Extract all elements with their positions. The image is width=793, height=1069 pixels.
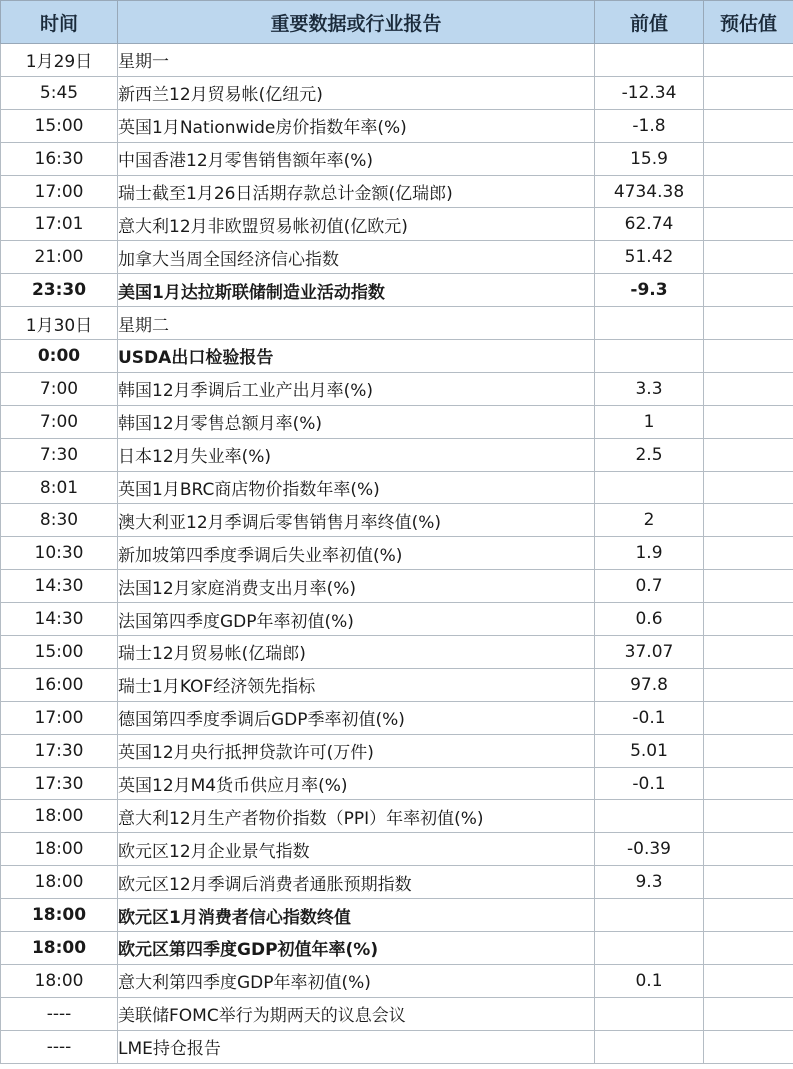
row-event: 英国12月央行抵押贷款许可(万件) xyxy=(118,734,595,767)
row-previous: 1 xyxy=(595,405,704,438)
table-row xyxy=(1,76,793,109)
row-time: 8:01 xyxy=(1,471,118,504)
row-previous xyxy=(595,307,704,340)
row-event: 欧元区12月企业景气指数 xyxy=(118,833,595,866)
row-previous xyxy=(595,471,704,504)
row-event: 英国12月M4货币供应月率(%) xyxy=(118,767,595,800)
row-time: 10:30 xyxy=(1,537,118,570)
header-event: 重要数据或行业报告 xyxy=(118,1,595,44)
row-event: 欧元区第四季度GDP初值年率(%) xyxy=(118,932,595,965)
row-event: 意大利12月非欧盟贸易帐初值(亿欧元) xyxy=(118,208,595,241)
header-row xyxy=(1,1,793,44)
table-row xyxy=(1,208,793,241)
table-row xyxy=(1,767,793,800)
table-row xyxy=(1,800,793,833)
row-time: 18:00 xyxy=(1,932,118,965)
row-previous: -1.8 xyxy=(595,109,704,142)
row-event: 英国1月BRC商店物价指数年率(%) xyxy=(118,471,595,504)
row-time: 16:00 xyxy=(1,668,118,701)
row-time: 17:00 xyxy=(1,701,118,734)
row-time: ---- xyxy=(1,997,118,1030)
row-time: 18:00 xyxy=(1,800,118,833)
row-previous: -12.34 xyxy=(595,76,704,109)
row-time: ---- xyxy=(1,1030,118,1063)
row-event: 英国1月Nationwide房价指数年率(%) xyxy=(118,109,595,142)
row-time: 18:00 xyxy=(1,899,118,932)
row-event: 瑞士12月贸易帐(亿瑞郎) xyxy=(118,636,595,669)
row-time: 15:00 xyxy=(1,636,118,669)
row-event: 意大利12月生产者物价指数（PPI）年率初值(%) xyxy=(118,800,595,833)
table-row xyxy=(1,537,793,570)
row-previous: 9.3 xyxy=(595,866,704,899)
row-event: 中国香港12月零售销售额年率(%) xyxy=(118,142,595,175)
row-previous xyxy=(595,800,704,833)
row-event: 澳大利亚12月季调后零售销售月率终值(%) xyxy=(118,504,595,537)
row-previous: 0.7 xyxy=(595,570,704,603)
row-event: 欧元区12月季调后消费者通胀预期指数 xyxy=(118,866,595,899)
row-event: 法国第四季度GDP年率初值(%) xyxy=(118,603,595,636)
table-row xyxy=(1,471,793,504)
table-row xyxy=(1,241,793,274)
row-previous xyxy=(595,1030,704,1063)
table-row xyxy=(1,109,793,142)
row-previous: 2.5 xyxy=(595,438,704,471)
header-forecast: 预估值 xyxy=(704,1,793,44)
row-time: 16:30 xyxy=(1,142,118,175)
table-row xyxy=(1,44,793,77)
row-event: 新西兰12月贸易帐(亿纽元) xyxy=(118,76,595,109)
table-row xyxy=(1,734,793,767)
row-previous: 0.6 xyxy=(595,603,704,636)
table-row xyxy=(1,142,793,175)
row-time: 1月30日 xyxy=(1,307,118,340)
row-time: 17:30 xyxy=(1,767,118,800)
row-forecast xyxy=(704,405,793,438)
table-row xyxy=(1,274,793,307)
row-previous: 0.1 xyxy=(595,964,704,997)
row-forecast xyxy=(704,307,793,340)
table-body xyxy=(1,44,793,1064)
row-previous xyxy=(595,932,704,965)
table-row xyxy=(1,570,793,603)
row-time: 7:30 xyxy=(1,438,118,471)
row-previous: 1.9 xyxy=(595,537,704,570)
row-time: 17:30 xyxy=(1,734,118,767)
row-event: USDA出口检验报告 xyxy=(118,340,595,373)
row-time: 0:00 xyxy=(1,340,118,373)
row-forecast xyxy=(704,767,793,800)
table-row xyxy=(1,701,793,734)
row-previous: -0.39 xyxy=(595,833,704,866)
row-event: 韩国12月零售总额月率(%) xyxy=(118,405,595,438)
table-row xyxy=(1,504,793,537)
row-event: 瑞士1月KOF经济领先指标 xyxy=(118,668,595,701)
row-previous xyxy=(595,899,704,932)
row-previous: 5.01 xyxy=(595,734,704,767)
row-event: LME持仓报告 xyxy=(118,1030,595,1063)
row-previous xyxy=(595,340,704,373)
row-event: 韩国12月季调后工业产出月率(%) xyxy=(118,372,595,405)
row-time: 14:30 xyxy=(1,570,118,603)
table-row xyxy=(1,997,793,1030)
row-forecast xyxy=(704,734,793,767)
row-forecast xyxy=(704,274,793,307)
header-time: 时间 xyxy=(1,1,118,44)
row-forecast xyxy=(704,800,793,833)
row-forecast xyxy=(704,340,793,373)
row-forecast xyxy=(704,208,793,241)
row-previous: -0.1 xyxy=(595,767,704,800)
row-previous xyxy=(595,997,704,1030)
row-time: 15:00 xyxy=(1,109,118,142)
row-previous xyxy=(595,44,704,77)
row-time: 1月29日 xyxy=(1,44,118,77)
row-forecast xyxy=(704,899,793,932)
row-forecast xyxy=(704,1030,793,1063)
row-time: 18:00 xyxy=(1,964,118,997)
table-row xyxy=(1,307,793,340)
row-time: 7:00 xyxy=(1,405,118,438)
row-previous: 2 xyxy=(595,504,704,537)
table-row xyxy=(1,899,793,932)
table-row xyxy=(1,1030,793,1063)
row-forecast xyxy=(704,964,793,997)
row-forecast xyxy=(704,636,793,669)
row-previous: 15.9 xyxy=(595,142,704,175)
row-time: 18:00 xyxy=(1,866,118,899)
table-row xyxy=(1,603,793,636)
row-time: 17:00 xyxy=(1,175,118,208)
row-event: 美国1月达拉斯联储制造业活动指数 xyxy=(118,274,595,307)
row-time: 21:00 xyxy=(1,241,118,274)
row-event: 德国第四季度季调后GDP季率初值(%) xyxy=(118,701,595,734)
row-event: 欧元区1月消费者信心指数终值 xyxy=(118,899,595,932)
row-forecast xyxy=(704,866,793,899)
row-forecast xyxy=(704,997,793,1030)
table-row xyxy=(1,668,793,701)
row-event: 美联储FOMC举行为期两天的议息会议 xyxy=(118,997,595,1030)
row-forecast xyxy=(704,537,793,570)
table-row xyxy=(1,932,793,965)
row-previous: 3.3 xyxy=(595,372,704,405)
table-row xyxy=(1,964,793,997)
row-previous: -0.1 xyxy=(595,701,704,734)
row-time: 14:30 xyxy=(1,603,118,636)
row-forecast xyxy=(704,372,793,405)
row-event: 瑞士截至1月26日活期存款总计金额(亿瑞郎) xyxy=(118,175,595,208)
row-forecast xyxy=(704,833,793,866)
row-time: 8:30 xyxy=(1,504,118,537)
row-forecast xyxy=(704,241,793,274)
table-row xyxy=(1,340,793,373)
table-row xyxy=(1,175,793,208)
row-forecast xyxy=(704,438,793,471)
table-row xyxy=(1,636,793,669)
header-previous: 前值 xyxy=(595,1,704,44)
row-forecast xyxy=(704,471,793,504)
row-previous: 62.74 xyxy=(595,208,704,241)
table-row xyxy=(1,833,793,866)
row-previous: 97.8 xyxy=(595,668,704,701)
row-previous: 37.07 xyxy=(595,636,704,669)
row-time: 18:00 xyxy=(1,833,118,866)
row-forecast xyxy=(704,175,793,208)
row-event: 新加坡第四季度季调后失业率初值(%) xyxy=(118,537,595,570)
row-event: 星期二 xyxy=(118,307,595,340)
row-forecast xyxy=(704,668,793,701)
row-forecast xyxy=(704,603,793,636)
row-forecast xyxy=(704,44,793,77)
row-event: 法国12月家庭消费支出月率(%) xyxy=(118,570,595,603)
row-event: 日本12月失业率(%) xyxy=(118,438,595,471)
row-time: 17:01 xyxy=(1,208,118,241)
table-row xyxy=(1,866,793,899)
row-forecast xyxy=(704,142,793,175)
row-event: 意大利第四季度GDP年率初值(%) xyxy=(118,964,595,997)
row-forecast xyxy=(704,76,793,109)
table-row xyxy=(1,372,793,405)
row-previous: 51.42 xyxy=(595,241,704,274)
table-header xyxy=(1,1,793,44)
row-previous: -9.3 xyxy=(595,274,704,307)
table-row xyxy=(1,405,793,438)
row-forecast xyxy=(704,701,793,734)
row-previous: 4734.38 xyxy=(595,175,704,208)
row-forecast xyxy=(704,109,793,142)
table-row xyxy=(1,438,793,471)
row-event: 加拿大当周全国经济信心指数 xyxy=(118,241,595,274)
row-forecast xyxy=(704,570,793,603)
row-time: 23:30 xyxy=(1,274,118,307)
row-forecast xyxy=(704,504,793,537)
row-time: 7:00 xyxy=(1,372,118,405)
row-forecast xyxy=(704,932,793,965)
row-time: 5:45 xyxy=(1,76,118,109)
row-event: 星期一 xyxy=(118,44,595,77)
